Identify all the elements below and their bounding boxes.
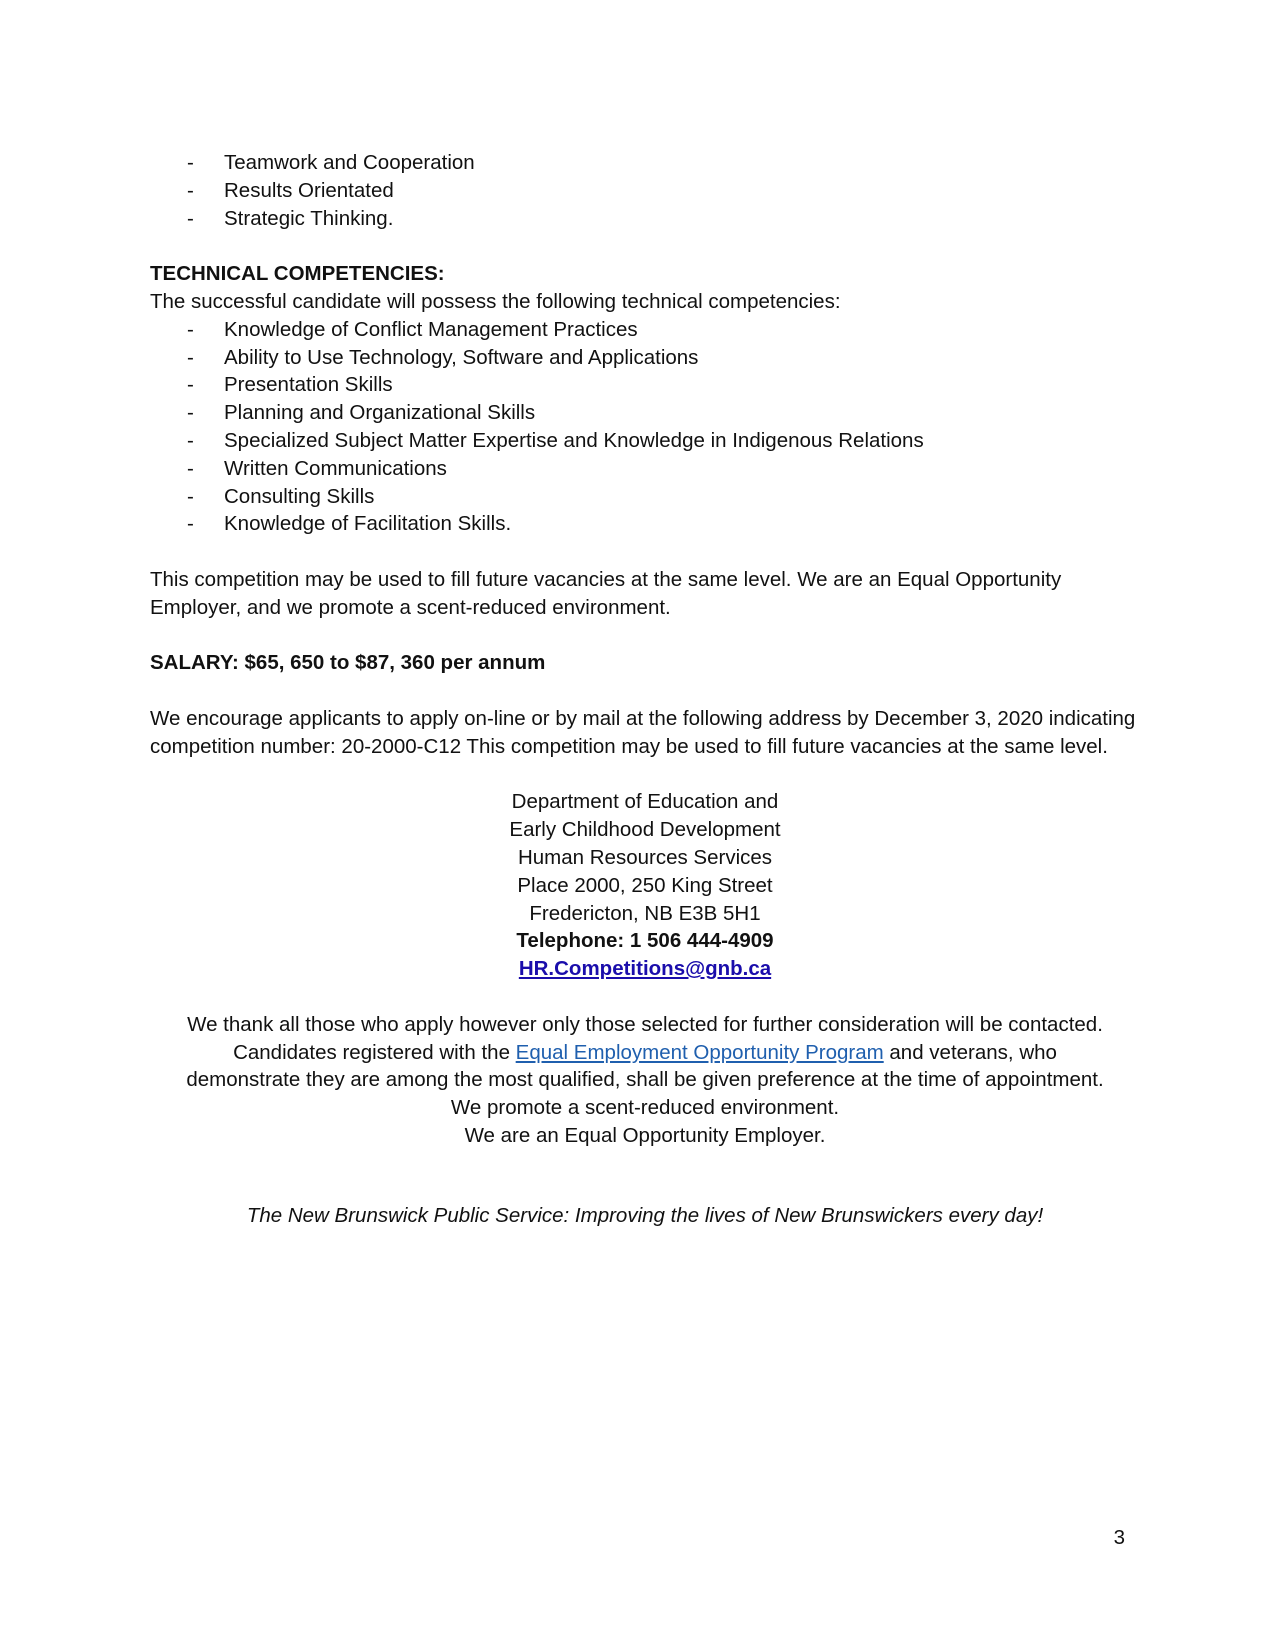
technical-competencies-heading: TECHNICAL COMPETENCIES: [150, 262, 445, 286]
list-item [150, 149, 1140, 177]
dash-bullet: - [187, 373, 194, 397]
page-number: 3 [1113, 1526, 1125, 1549]
list-item [150, 427, 1140, 455]
dash-bullet: - [187, 317, 194, 341]
list-item [150, 177, 1140, 205]
list-item [150, 483, 1140, 511]
equal-opportunity-text: We are an Equal Opportunity Employer. [464, 1123, 826, 1147]
list-item-text: Specialized Subject Matter Expertise and Knowledge in Indigenous Relations [224, 428, 924, 452]
technical-competencies-intro: The successful candidate will possess the following technical competencies: [150, 289, 841, 313]
list-item [150, 371, 1140, 399]
address-line: Fredericton, NB E3B 5H1 [529, 901, 761, 925]
address-line: Department of Education and [511, 790, 779, 814]
list-item-text: Knowledge of Facilitation Skills. [224, 512, 512, 536]
spacer [150, 677, 1140, 705]
dash-bullet: - [187, 401, 194, 425]
apply-instructions: We encourage applicants to apply on-line or by mail at the following address by December 3, 2020 indicating competition number: 20-2000-C12 This competition may be used to fill future vacancies at the same level. [150, 706, 1136, 758]
list-item-text: Knowledge of Conflict Management Practices [224, 317, 638, 341]
registered-suffix: and veterans, who [883, 1040, 1057, 1064]
list-item-text: Teamwork and Cooperation [224, 151, 475, 174]
list-item [150, 205, 1140, 233]
dash-bullet: - [187, 428, 194, 452]
list-item-text: Written Communications [224, 456, 447, 480]
behavioural-competency-list [150, 149, 1140, 232]
dash-bullet: - [187, 206, 194, 230]
salary-line: SALARY: $65, 650 to $87, 360 per annum [150, 651, 546, 675]
dash-bullet: - [187, 456, 194, 480]
list-item [150, 316, 1140, 344]
spacer [150, 232, 1140, 260]
list-item [150, 344, 1140, 372]
registered-prefix: Candidates registered with the [233, 1040, 516, 1064]
list-item-text: Ability to Use Technology, Software and Applications [224, 345, 699, 369]
spacer [150, 761, 1140, 789]
list-item-text: Planning and Organizational Skills [224, 401, 536, 425]
address-line: Early Childhood Development [509, 818, 781, 842]
tagline: The New Brunswick Public Service: Improving the lives of New Brunswickers every day! [246, 1204, 1044, 1228]
page-content [150, 149, 1140, 1230]
address-line: Human Resources Services [517, 845, 773, 869]
mailing-address [150, 788, 1140, 983]
list-item [150, 510, 1140, 538]
equal-employment-program-link[interactable]: Equal Employment Opportunity Program [515, 1040, 884, 1064]
list-item-text: Consulting Skills [224, 484, 375, 508]
dash-bullet: - [187, 512, 194, 536]
spacer [150, 1150, 1140, 1178]
qualified-text: demonstrate they are among the most qualified, shall be given preference at the time of appointment. [186, 1068, 1104, 1092]
list-item-text: Results Orientated [224, 178, 394, 202]
dash-bullet: - [187, 151, 194, 174]
dash-bullet: - [187, 345, 194, 369]
list-item-text: Presentation Skills [224, 373, 393, 397]
competition-note: This competition may be used to fill future vacancies at the same level. We are an Equal Opportunity Employer, and we promote a scent-reduced environment. [150, 567, 1062, 619]
list-item [150, 455, 1140, 483]
thanks-text: We thank all those who apply however only those selected for further consideration will be contacted. [187, 1012, 1103, 1036]
dash-bullet: - [187, 178, 194, 202]
list-item-text: Strategic Thinking. [224, 206, 394, 230]
email-link[interactable]: HR.Competitions@gnb.ca [518, 957, 772, 981]
list-item [150, 399, 1140, 427]
spacer [150, 1177, 1140, 1202]
spacer [150, 538, 1140, 566]
spacer [150, 983, 1140, 1011]
address-line: Place 2000, 250 King Street [517, 873, 773, 897]
dash-bullet: - [187, 484, 194, 508]
telephone: Telephone: 1 506 444-4909 [516, 929, 774, 953]
technical-competency-list [150, 316, 1140, 538]
scent-text: We promote a scent-reduced environment. [450, 1096, 840, 1120]
spacer [150, 622, 1140, 650]
registered-line [150, 1039, 1140, 1067]
closing-statement [150, 1011, 1140, 1150]
